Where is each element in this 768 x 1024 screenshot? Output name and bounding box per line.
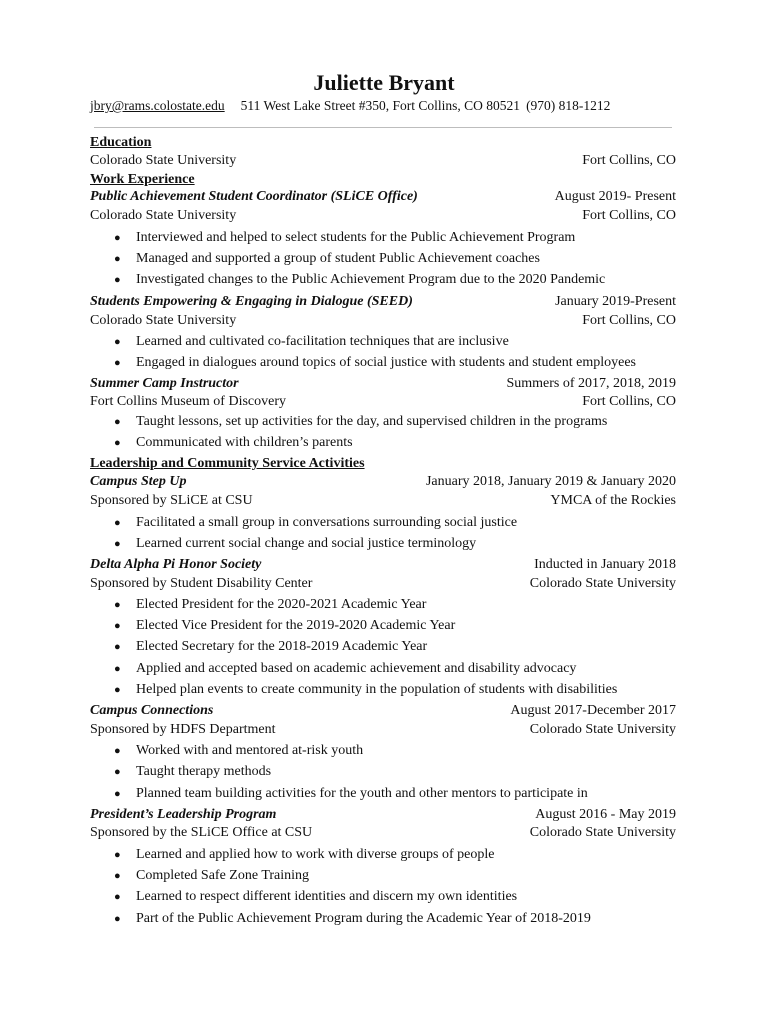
bullet-text: Investigated changes to the Public Achievement Program due to the 2020 Pandemic [136,272,606,287]
bullet-icon: ● [114,849,121,861]
bullet-text: Worked with and mentored at-risk youth [136,743,364,758]
section-heading-education [90,133,676,153]
job-org-row-right: Fort Collins, CO [582,313,676,328]
activity-title-row-left: Delta Alpha Pi Honor Society [90,557,262,572]
activity-title-row [90,555,676,575]
activity-org-row-right: Colorado State University [529,722,676,737]
activity-org-row [90,574,676,594]
bullet-item [90,680,676,700]
bullet-text: Part of the Public Achievement Program during the Academic Year of 2018-2019 [136,911,591,926]
resume-name: Juliette Bryant [313,70,455,95]
job-org-row-left: Fort Collins Museum of Discovery [90,394,286,409]
bullet-icon: ● [114,913,121,925]
bullet-item [90,228,676,248]
bullet-text: Planned team building activities for the youth and other mentors to participate in [136,786,588,801]
bullet-item [90,513,676,533]
bullet-icon: ● [114,253,121,265]
education-row [90,151,676,171]
phone: (970) 818-1212 [526,98,611,113]
activity-org-row-left: Sponsored by HDFS Department [90,722,276,737]
bullet-icon: ● [114,232,121,244]
education-row-right: Fort Collins, CO [582,153,676,168]
bullet-item [90,616,676,636]
bullet-item [90,332,676,352]
bullet-icon: ● [114,437,121,449]
job-org-row [90,392,676,412]
contact-line [90,98,680,114]
job-org-row-left: Colorado State University [90,208,237,223]
bullet-icon: ● [114,641,121,653]
job-title-row-right: August 2019- Present [554,189,676,204]
bullet-item [90,637,676,657]
bullet-icon: ● [114,745,121,757]
bullet-text: Engaged in dialogues around topics of social justice with students and student employees [136,355,637,370]
bullet-text: Learned and cultivated co-facilitation techniques that are inclusive [136,334,509,349]
bullet-text: Elected Secretary for the 2018-2019 Academic Year [136,639,428,654]
section-heading-leadership [90,454,676,474]
job-org-row-right: Fort Collins, CO [582,208,676,223]
education-heading: Education [90,135,152,150]
job-title-row [90,292,676,312]
bullet-text: Helped plan events to create community in the population of students with disabilities [136,682,618,697]
job-title-row-left: Students Empowering & Engaging in Dialogue (SEED) [90,294,413,309]
header-divider [94,127,672,128]
bullet-text: Applied and accepted based on academic achievement and disability advocacy [136,661,577,676]
activity-org-row-left: Sponsored by Student Disability Center [90,576,313,591]
activity-title-row-right: August 2017-December 2017 [510,703,676,718]
address: 511 West Lake Street #350, Fort Collins, CO 80521 [240,98,521,113]
bullet-text: Learned and applied how to work with diverse groups of people [136,847,495,862]
activity-org-row [90,823,676,843]
bullet-icon: ● [114,891,121,903]
bullet-text: Learned current social change and social justice terminology [136,536,477,551]
bullet-icon: ● [114,766,121,778]
bullet-text: Interviewed and helped to select students for the Public Achievement Program [136,230,576,245]
job-title-row [90,187,676,207]
bullet-icon: ● [114,788,121,800]
job-title-row-left: Summer Camp Instructor [90,376,239,391]
job-org-row [90,311,676,331]
activity-org-row-right: Colorado State University [529,576,676,591]
activity-title-row-left: President’s Leadership Program [90,807,277,822]
bullet-text: Completed Safe Zone Training [136,868,310,883]
bullet-item [90,270,676,290]
activity-title-row-left: Campus Connections [90,703,214,718]
activity-title-row-left: Campus Step Up [90,474,187,489]
activity-org-row-right: Colorado State University [529,825,676,840]
bullet-icon: ● [114,517,121,529]
bullet-icon: ● [114,274,121,286]
bullet-text: Learned to respect different identities and discern my own identities [136,889,518,904]
bullet-text: Communicated with children’s parents [136,435,353,450]
job-org-row-left: Colorado State University [90,313,237,328]
activity-title-row-right: August 2016 - May 2019 [535,807,676,822]
leadership-heading: Leadership and Community Service Activities [90,456,365,471]
activity-org-row-left: Sponsored by SLiCE at CSU [90,493,253,508]
bullet-item [90,866,676,886]
bullet-icon: ● [114,620,121,632]
job-title-row [90,374,676,394]
job-title-row-right: January 2019-Present [555,294,676,309]
bullet-text: Elected Vice President for the 2019-2020 Academic Year [136,618,456,633]
bullet-item [90,659,676,679]
bullet-icon: ● [114,599,121,611]
bullet-item [90,784,676,804]
bullet-item [90,887,676,907]
bullet-item [90,433,676,453]
work-heading: Work Experience [90,172,195,187]
bullet-icon: ● [114,870,121,882]
bullet-item [90,534,676,554]
bullet-text: Facilitated a small group in conversations surrounding social justice [136,515,518,530]
bullet-text: Taught lessons, set up activities for the day, and supervised children in the programs [136,414,608,429]
activity-org-row [90,491,676,511]
bullet-text: Managed and supported a group of student Public Achievement coaches [136,251,540,266]
bullet-item [90,353,676,373]
job-title-row-right: Summers of 2017, 2018, 2019 [506,376,676,391]
bullet-item [90,741,676,761]
bullet-item [90,249,676,269]
bullet-icon: ● [114,663,121,675]
activity-org-row [90,720,676,740]
bullet-icon: ● [114,684,121,696]
bullet-icon: ● [114,538,121,550]
job-org-row [90,206,676,226]
bullet-item [90,595,676,615]
activity-org-row-right: YMCA of the Rockies [550,493,676,508]
bullet-icon: ● [114,416,121,428]
activity-title-row-right: January 2018, January 2019 & January 2020 [425,474,676,489]
bullet-text: Elected President for the 2020-2021 Academic Year [136,597,427,612]
email-link[interactable]: jbry@rams.colostate.edu [90,98,225,113]
job-title-row-left: Public Achievement Student Coordinator (SLiCE Office) [90,189,418,204]
activity-title-row [90,701,676,721]
bullet-item [90,762,676,782]
bullet-text: Taught therapy methods [136,764,272,779]
bullet-icon: ● [114,357,121,369]
activity-title-row [90,805,676,825]
bullet-icon: ● [114,336,121,348]
bullet-item [90,909,676,929]
bullet-item [90,845,676,865]
education-row-left: Colorado State University [90,153,237,168]
activity-title-row-right: Inducted in January 2018 [534,557,676,572]
activity-org-row-left: Sponsored by the SLiCE Office at CSU [90,825,313,840]
bullet-item [90,412,676,432]
activity-title-row [90,472,676,492]
job-org-row-right: Fort Collins, CO [582,394,676,409]
